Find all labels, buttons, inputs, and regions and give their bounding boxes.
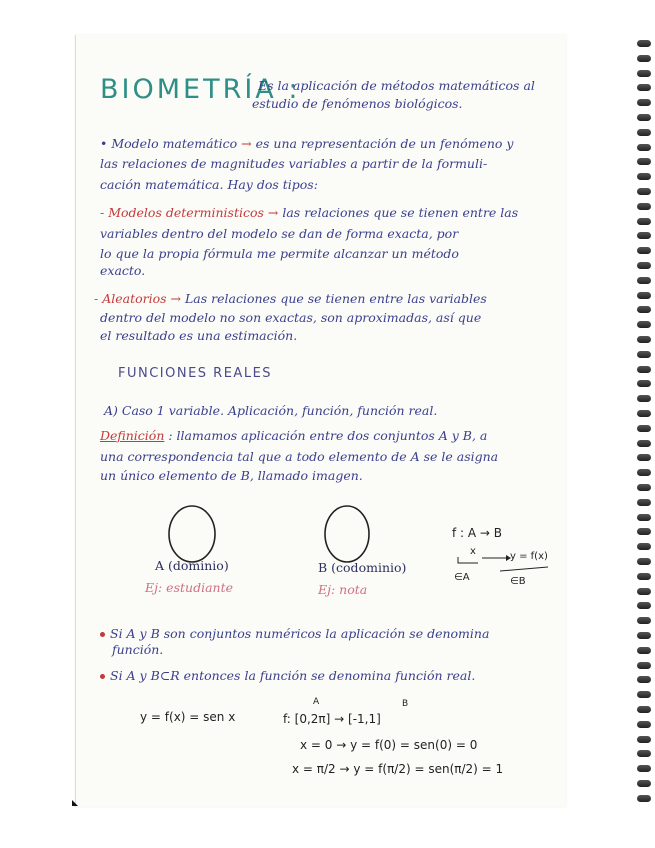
aleatorios-arrow: → bbox=[170, 291, 182, 306]
spiral-ring bbox=[637, 528, 651, 535]
modelo-label: • Modelo matemático bbox=[100, 136, 238, 151]
spiral-ring bbox=[637, 351, 651, 358]
definicion-label: Definición bbox=[100, 428, 165, 443]
deterministicos-line-4: exacto. bbox=[100, 263, 146, 278]
set-a-ellipse bbox=[169, 506, 215, 562]
spiral-ring bbox=[637, 203, 651, 210]
spiral-ring bbox=[637, 173, 651, 180]
modelo-arrow: → bbox=[241, 136, 252, 151]
spiral-ring bbox=[637, 662, 651, 669]
spiral-ring bbox=[637, 721, 651, 728]
spiral-ring bbox=[637, 440, 651, 447]
spiral-ring bbox=[637, 188, 651, 195]
page-title: BIOMETRÍA : bbox=[100, 74, 301, 105]
set-a-example: Ej: estudiante bbox=[145, 580, 233, 595]
spiral-ring bbox=[637, 558, 651, 565]
spiral-ring bbox=[637, 469, 651, 476]
spiral-ring bbox=[637, 617, 651, 624]
spiral-ring bbox=[637, 573, 651, 580]
spiral-ring bbox=[637, 55, 651, 62]
deterministicos-line-2: variables dentro del modelo se dan de forma exacta, por bbox=[100, 226, 459, 241]
modelo-line-1: es una representación de un fenómeno y bbox=[255, 136, 514, 151]
set-b-example: Ej: nota bbox=[318, 582, 368, 597]
spiral-ring bbox=[637, 765, 651, 772]
spiral-ring bbox=[637, 218, 651, 225]
example-function: y = f(x) = sen x bbox=[140, 710, 236, 724]
definicion-line-2: una correspondencia tal que a todo elemento de A se le asigna bbox=[100, 449, 499, 464]
page-corner bbox=[72, 800, 78, 806]
spiral-ring bbox=[637, 336, 651, 343]
spiral-ring bbox=[637, 484, 651, 491]
spiral-ring bbox=[637, 780, 651, 787]
subsection-title: A) Caso 1 variable. Aplicación, función, función real. bbox=[104, 403, 438, 418]
deterministicos-arrow: → bbox=[267, 205, 279, 220]
spiral-ring bbox=[637, 454, 651, 461]
aleatorios-line-2: dentro del modelo no son exactas, son aproximadas, así que bbox=[100, 310, 482, 325]
spiral-ring bbox=[637, 795, 651, 802]
spiral-ring bbox=[637, 647, 651, 654]
example-line-1: x = 0 → y = f(0) = sen(0) = 0 bbox=[300, 738, 478, 752]
aleatorios-line-3: el resultado es una estimación. bbox=[100, 328, 298, 343]
spiral-ring bbox=[637, 514, 651, 521]
spiral-ring bbox=[637, 380, 651, 387]
spiral-ring bbox=[637, 602, 651, 609]
title-definition-line-1: Es la aplicación de métodos matemáticos al bbox=[258, 78, 535, 93]
deterministicos-line-3: lo que la propia fórmula me permite alcanzar un método bbox=[100, 246, 459, 261]
in-b-label: ∈B bbox=[510, 576, 526, 587]
title-definition-line-2: estudio de fenómenos biológicos. bbox=[252, 96, 463, 111]
set-b-label: B (codominio) bbox=[318, 560, 407, 575]
spiral-ring bbox=[637, 292, 651, 299]
example-line-2: x = π/2 → y = f(π/2) = sen(π/2) = 1 bbox=[292, 762, 504, 776]
note-2: Si A y B⊂R entonces la función se denomina función real. bbox=[110, 668, 476, 683]
spiral-ring bbox=[637, 750, 651, 757]
note-bullet-2 bbox=[100, 674, 105, 679]
spiral-ring bbox=[637, 321, 651, 328]
in-a-label: ∈A bbox=[454, 572, 470, 583]
definicion-line-3: un único elemento de B, llamado imagen. bbox=[100, 468, 363, 483]
spiral-ring bbox=[637, 114, 651, 121]
spiral-ring bbox=[637, 158, 651, 165]
deterministicos-line-1: las relaciones que se tienen entre las bbox=[282, 205, 519, 220]
spiral-ring bbox=[637, 232, 651, 239]
spiral-ring bbox=[637, 99, 651, 106]
spiral-ring bbox=[637, 306, 651, 313]
example-a-label: A bbox=[313, 697, 320, 707]
spiral-ring bbox=[637, 499, 651, 506]
spiral-ring bbox=[637, 144, 651, 151]
spiral-ring bbox=[637, 277, 651, 284]
spiral-ring bbox=[637, 632, 651, 639]
spiral-ring bbox=[637, 691, 651, 698]
example-mapping: f: [0,2π] → [-1,1] bbox=[283, 712, 381, 726]
spiral-ring bbox=[637, 262, 651, 269]
spiral-ring bbox=[637, 706, 651, 713]
note-1: Si A y B son conjuntos numéricos la aplicación se denomina bbox=[110, 626, 490, 641]
spiral-ring bbox=[637, 736, 651, 743]
spiral-ring bbox=[637, 84, 651, 91]
definicion-line-1: : llamamos aplicación entre dos conjuntos A y B, a bbox=[168, 428, 488, 443]
modelo-line-3: cación matemática. Hay dos tipos: bbox=[100, 177, 318, 192]
map-y: y = f(x) bbox=[510, 551, 548, 562]
spiral-ring bbox=[637, 410, 651, 417]
spiral-ring bbox=[637, 40, 651, 47]
deterministicos-label: - Modelos deterministicos bbox=[100, 205, 264, 220]
spiral-ring bbox=[637, 676, 651, 683]
example-b-label: B bbox=[402, 699, 409, 709]
map-label: f : A → B bbox=[452, 526, 503, 540]
spiral-ring bbox=[637, 395, 651, 402]
spiral-ring bbox=[637, 247, 651, 254]
spiral-ring bbox=[637, 70, 651, 77]
set-a-label: A (dominio) bbox=[155, 558, 229, 573]
spiral-ring bbox=[637, 425, 651, 432]
note-1-continued: función. bbox=[112, 642, 164, 657]
spiral-ring bbox=[637, 129, 651, 136]
spiral-ring bbox=[637, 366, 651, 373]
notebook-spiral bbox=[635, 40, 655, 815]
modelo-line-2: las relaciones de magnitudes variables a partir de la formuli- bbox=[100, 156, 488, 171]
section-heading: FUNCIONES REALES bbox=[118, 366, 273, 381]
spiral-ring bbox=[637, 543, 651, 550]
note-bullet-1 bbox=[100, 632, 105, 637]
aleatorios-line-1: Las relaciones que se tienen entre las variables bbox=[185, 291, 487, 306]
set-b-ellipse bbox=[325, 506, 369, 562]
spiral-ring bbox=[637, 588, 651, 595]
map-x: x bbox=[470, 546, 476, 557]
aleatorios-label: - Aleatorios bbox=[94, 291, 167, 306]
